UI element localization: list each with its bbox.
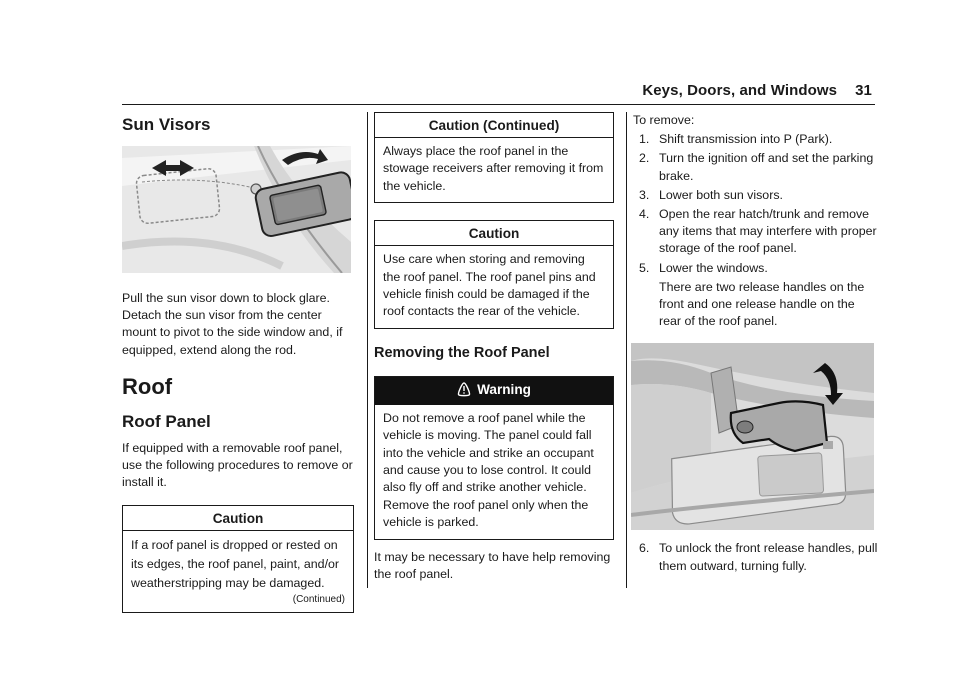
column-divider-2: [626, 112, 627, 588]
warning-triangle-icon: [457, 382, 471, 400]
help-paragraph: It may be necessary to have help removing the roof panel.: [374, 549, 611, 581]
running-head: [642, 82, 872, 99]
removal-steps-continued: [633, 540, 879, 574]
column-1: [122, 112, 354, 613]
header-rule: [122, 104, 875, 105]
step-item: 4. Open the rear hatch/trunk and remove any items that may interfere with proper storage of the roof panel.: [639, 207, 877, 256]
page-number: 31: [855, 82, 872, 99]
caution-box: [122, 505, 354, 613]
warning-box: [374, 376, 614, 540]
removing-roof-panel-heading: Removing the Roof Panel: [374, 344, 550, 361]
column-divider-1: [367, 112, 368, 588]
sun-visor-illustration: [122, 146, 351, 273]
caution-title: Caution: [123, 506, 353, 531]
step-item: 5. Lower the windows.: [639, 260, 768, 275]
caution-continued-text: Always place the roof panel in the stowage receivers after removing it from the vehicle.: [383, 144, 604, 193]
caution-text: If a roof panel is dropped or rested on its edges, the roof panel, paint, and/or weatherstripping may be damaged.: [131, 538, 340, 591]
caution-continued-box: [374, 112, 614, 203]
roof-panel-paragraph: If equipped with a removable roof panel, use the following procedures to remove or install it.: [122, 440, 353, 490]
release-handles-note: There are two release handles on the front and one release handle on the rear of the roof panel.: [659, 279, 865, 329]
step-item: 6. To unlock the front release handles, pull them outward, turning fully.: [639, 541, 878, 573]
release-handle-illustration: [631, 343, 874, 530]
sun-visors-heading: Sun Visors: [122, 115, 211, 134]
column-2: [374, 112, 614, 583]
column-3: [633, 112, 879, 575]
step-item: 1. Shift transmission into P (Park).: [639, 132, 833, 147]
caution-title-2: Caution: [375, 221, 613, 246]
step-item: 3. Lower both sun visors.: [639, 187, 783, 202]
roof-panel-heading: Roof Panel: [122, 411, 211, 431]
warning-text: Do not remove a roof panel while the vehicle is moving. The panel could fall into the vehicle and strike an occupant and cause you to lose control. It could also fly off and strike another vehicle. Remove the roof panel only when the vehicle is parked.: [383, 410, 594, 530]
section-title: Keys, Doors, and Windows: [642, 82, 838, 99]
to-remove-intro: To remove:: [633, 113, 695, 127]
warning-header: [375, 377, 613, 405]
sun-visors-paragraph: Pull the sun visor down to block glare. Detach the sun visor from the center mount to pivot to the side window and, if equipped, extend along the rod.: [122, 291, 343, 357]
caution-continued-title: Caution (Continued): [375, 113, 613, 138]
step-item: 2. Turn the ignition off and set the parking brake.: [639, 151, 874, 183]
caution-text-2: Use care when storing and removing the roof panel. The roof panel pins and vehicle finish could be damaged if the roof contacts the rear of the vehicle.: [383, 252, 596, 319]
continued-label: (Continued): [292, 594, 345, 606]
removal-steps: [633, 131, 879, 277]
warning-title: Warning: [477, 381, 531, 397]
roof-heading: Roof: [122, 373, 173, 399]
caution-box-2: [374, 220, 614, 329]
